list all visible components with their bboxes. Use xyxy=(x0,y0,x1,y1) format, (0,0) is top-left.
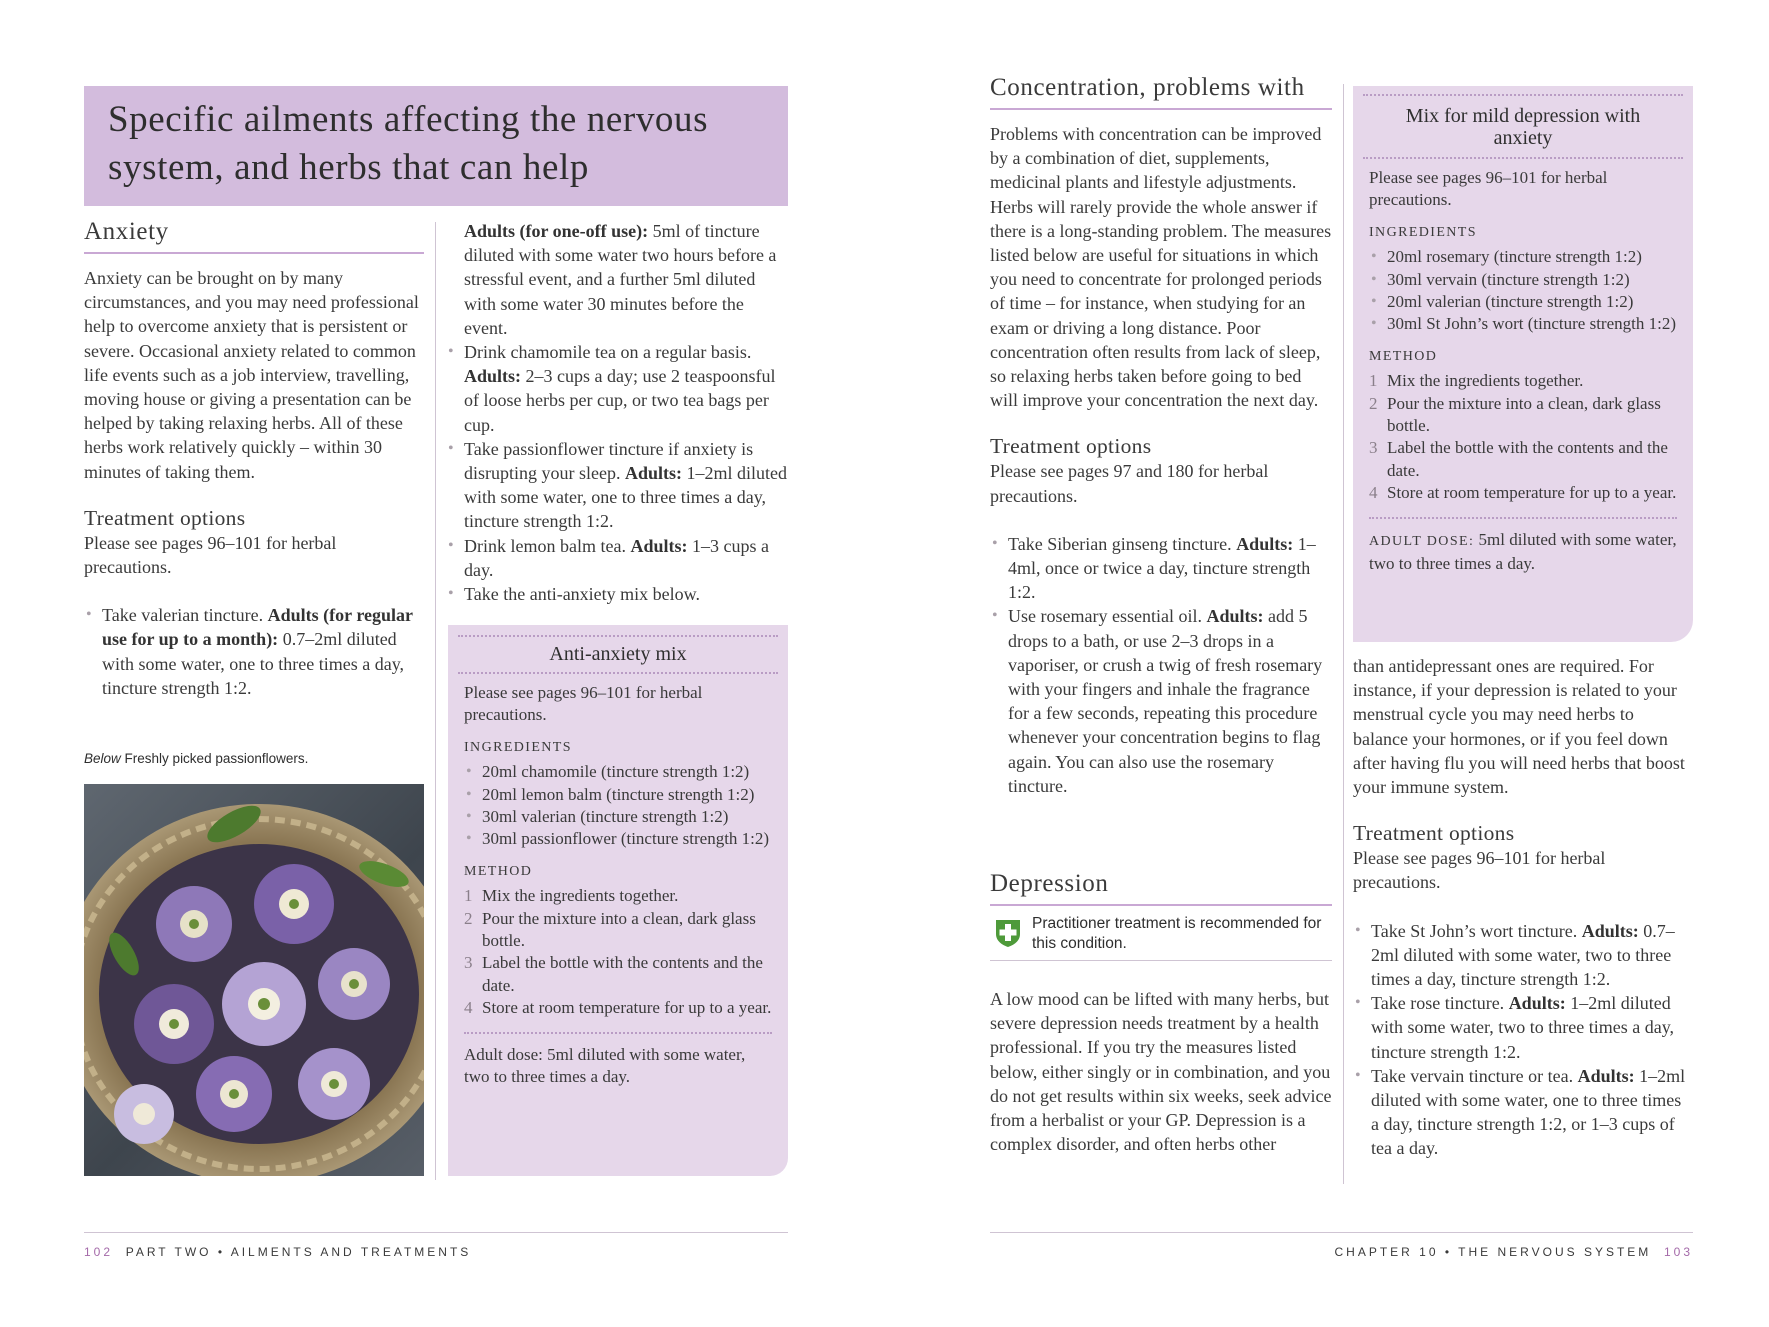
column-divider xyxy=(435,222,436,1180)
depression-intro: A low mood can be lifted with many herbs, but severe depression needs treatment by a health professional. If you try the measures listed below, either singly or in combination, and you do not get results within six weeks, seek advice from a herbalist or your GP. Depression is a complex disorder, and often herbs other xyxy=(990,989,1332,1155)
mix-dose: ADULT DOSE: 5ml diluted with some water, two to three times a day. xyxy=(1369,529,1677,574)
anxiety-heading: Anxiety xyxy=(84,218,424,254)
method-list xyxy=(464,885,772,1019)
depression-mix-box xyxy=(1353,86,1693,642)
depression-section xyxy=(990,870,1332,1156)
list-item: • Drink lemon balm tea. Adults: 1–3 cups a day. xyxy=(446,534,788,582)
list-item: 4 Store at room temperature for up to a year. xyxy=(464,998,772,1018)
list-item: 1 Mix the ingredients together. xyxy=(1369,371,1584,391)
concentration-precautions: Please see pages 97 and 180 for herbal precautions. xyxy=(990,461,1269,506)
mix-dose: Adult dose: 5ml diluted with some water, two to three times a day. xyxy=(464,1044,746,1087)
notice-text: Practitioner treatment is recommended for this condition. xyxy=(1032,915,1322,952)
list-item: 3 Label the bottle with the contents and the date. xyxy=(1369,438,1668,480)
method-label: METHOD xyxy=(464,863,533,879)
list-item: • Use rosemary essential oil. Adults: add 5 drops to a bath, or use 2–3 drops in a vaporiser, or crush a twig of fresh rosemary with your fingers and inhale the fragrance for a few seconds, repeating this procedure whenever your concentration begins to flag again. You can also use the rosemary tincture. xyxy=(990,604,1332,798)
list-item: • Take vervain tincture or tea. Adults: 1–2ml diluted with some water, one to three times a day, tincture strength 1:2, or 1–3 cups of tea a day. xyxy=(1353,1064,1693,1161)
mix-precautions: Please see pages 96–101 for herbal precautions. xyxy=(464,683,703,725)
page-number: 102 xyxy=(84,1245,114,1259)
depression-precautions: Please see pages 96–101 for herbal precautions. xyxy=(1353,848,1606,893)
practitioner-cross-icon xyxy=(992,916,1024,948)
footer-text: CHAPTER 10 • THE NERVOUS SYSTEM xyxy=(1334,1245,1652,1259)
concentration-treatment-heading: Treatment options xyxy=(990,434,1152,459)
list-item: 1 Mix the ingredients together. xyxy=(464,886,679,906)
footer-rule-right xyxy=(990,1232,1693,1233)
list-item: • 20ml lemon balm (tincture strength 1:2) xyxy=(464,784,772,806)
list-item: • Take St John’s wort tincture. Adults: 0.7–2ml diluted with some water, two to three times a day, tincture strength 1:2. xyxy=(1353,919,1693,992)
anxiety-treatment-heading: Treatment options xyxy=(84,505,246,530)
list-item: • 30ml passionflower (tincture strength 1:2) xyxy=(464,828,772,850)
list-item: • Drink chamomile tea on a regular basis. Adults: 2–3 cups a day; use 2 teaspoonsful of loose herbs per cup, or two tea bags per cup. xyxy=(446,340,788,437)
anxiety-column-2 xyxy=(446,219,788,606)
concentration-section xyxy=(990,74,1332,798)
image-caption: Below Freshly picked passionflowers. xyxy=(84,751,309,766)
mix-box-title: Anti-anxiety mix xyxy=(458,635,778,674)
list-item: 2 Pour the mixture into a clean, dark glass bottle. xyxy=(1369,393,1661,436)
list-item: 2 Pour the mixture into a clean, dark glass bottle. xyxy=(464,908,756,951)
title-banner xyxy=(84,86,788,206)
list-item: • 30ml vervain (tincture strength 1:2) xyxy=(1369,269,1677,291)
list-item: • Take the anti-anxiety mix below. xyxy=(446,582,788,606)
anxiety-treatment-list xyxy=(84,603,424,700)
depression-treatment-heading: Treatment options xyxy=(1353,821,1515,846)
footer-rule-left xyxy=(84,1232,788,1233)
list-item: 4 Store at room temperature for up to a year. xyxy=(1369,483,1677,503)
list-item: • Take valerian tincture. Adults (for regular use for up to a month): 0.7–2ml diluted with some water, one to three times a day, tincture strength 1:2. xyxy=(84,603,424,700)
anxiety-section xyxy=(84,218,424,700)
anxiety-intro: Anxiety can be brought on by many circumstances, and you may need professional help to overcome anxiety that is persistent or severe. Occasional anxiety related to common life events such as a job interview, travelling, moving house or giving a presentation can be helped by taking relaxing herbs. All of these herbs work relatively quickly – within 30 minutes of taking them. xyxy=(84,268,419,482)
anxiety-treatment-list-2 xyxy=(446,340,788,606)
footer-text: PART TWO • AILMENTS AND TREATMENTS xyxy=(125,1245,472,1259)
page-title: Specific ailments affecting the nervous system, and herbs that can help xyxy=(108,99,709,188)
concentration-intro: Problems with concentration can be improved by a combination of diet, supplements, medicinal plants and lifestyle adjustments. Herbs will rarely provide the whole answer if there is a long-standing problem. The measures listed below are useful for situations in which you need to concentrate for prolonged periods of time – for instance, when studying for an exam or driving a long distance. Poor concentration often results from lack of sleep, so relaxing herbs taken before going to bed will improve your concentration the next day. xyxy=(990,124,1332,411)
depression-column-2 xyxy=(1353,654,1693,1161)
list-item: • Take rose tincture. Adults: 1–2ml diluted with some water, two to three times a day, tincture strength 1:2. xyxy=(1353,991,1693,1064)
anti-anxiety-mix-box xyxy=(448,625,788,1176)
mix-box-title: Mix for mild depression with anxiety xyxy=(1363,94,1683,159)
passionflower-photo xyxy=(84,784,424,1176)
list-item: • 20ml rosemary (tincture strength 1:2) xyxy=(1369,246,1677,268)
ingredients-label: INGREDIENTS xyxy=(464,739,572,755)
ingredients-list xyxy=(464,761,772,851)
footer-right xyxy=(1334,1245,1693,1259)
practitioner-notice xyxy=(990,908,1332,961)
concentration-treatment-list xyxy=(990,532,1332,798)
oneoff-paragraph: Adults (for one-off use): 5ml of tincture diluted with some water two hours before a stressful event, and a further 5ml diluted with some water 30 minutes before the event. xyxy=(464,221,777,338)
page-number: 103 xyxy=(1663,1245,1693,1259)
method-label: METHOD xyxy=(1369,348,1438,364)
list-item: • 20ml chamomile (tincture strength 1:2) xyxy=(464,761,772,783)
footer-left xyxy=(84,1245,471,1259)
list-item: • 20ml valerian (tincture strength 1:2) xyxy=(1369,291,1677,313)
anxiety-precautions: Please see pages 96–101 for herbal precautions. xyxy=(84,532,337,578)
passionflower-basket-image xyxy=(84,784,424,1176)
list-item: • 30ml valerian (tincture strength 1:2) xyxy=(464,806,772,828)
concentration-heading: Concentration, problems with xyxy=(990,74,1332,110)
column-divider xyxy=(1343,84,1344,1184)
list-item: • 30ml St John’s wort (tincture strength 1:2) xyxy=(1369,313,1677,335)
mix-precautions: Please see pages 96–101 for herbal precautions. xyxy=(1369,168,1608,210)
list-item: • Take passionflower tincture if anxiety is disrupting your sleep. Adults: 1–2ml diluted with some water, one to three times a day, tincture strength 1:2. xyxy=(446,437,788,534)
depression-heading: Depression xyxy=(990,870,1332,906)
list-item: • Take Siberian ginseng tincture. Adults: 1–4ml, once or twice a day, tincture strength 1:2. xyxy=(990,532,1332,605)
ingredients-label: INGREDIENTS xyxy=(1369,224,1477,240)
depression-intro-cont: than antidepressant ones are required. For instance, if your depression is related to your menstrual cycle you may need herbs to balance your hormones, or if you feel down after having flu you will need herbs that boost your immune system. xyxy=(1353,656,1685,798)
method-list xyxy=(1369,370,1677,504)
list-item: 3 Label the bottle with the contents and the date. xyxy=(464,953,763,995)
depression-treatment-list xyxy=(1353,919,1693,1161)
ingredients-list xyxy=(1369,246,1677,336)
